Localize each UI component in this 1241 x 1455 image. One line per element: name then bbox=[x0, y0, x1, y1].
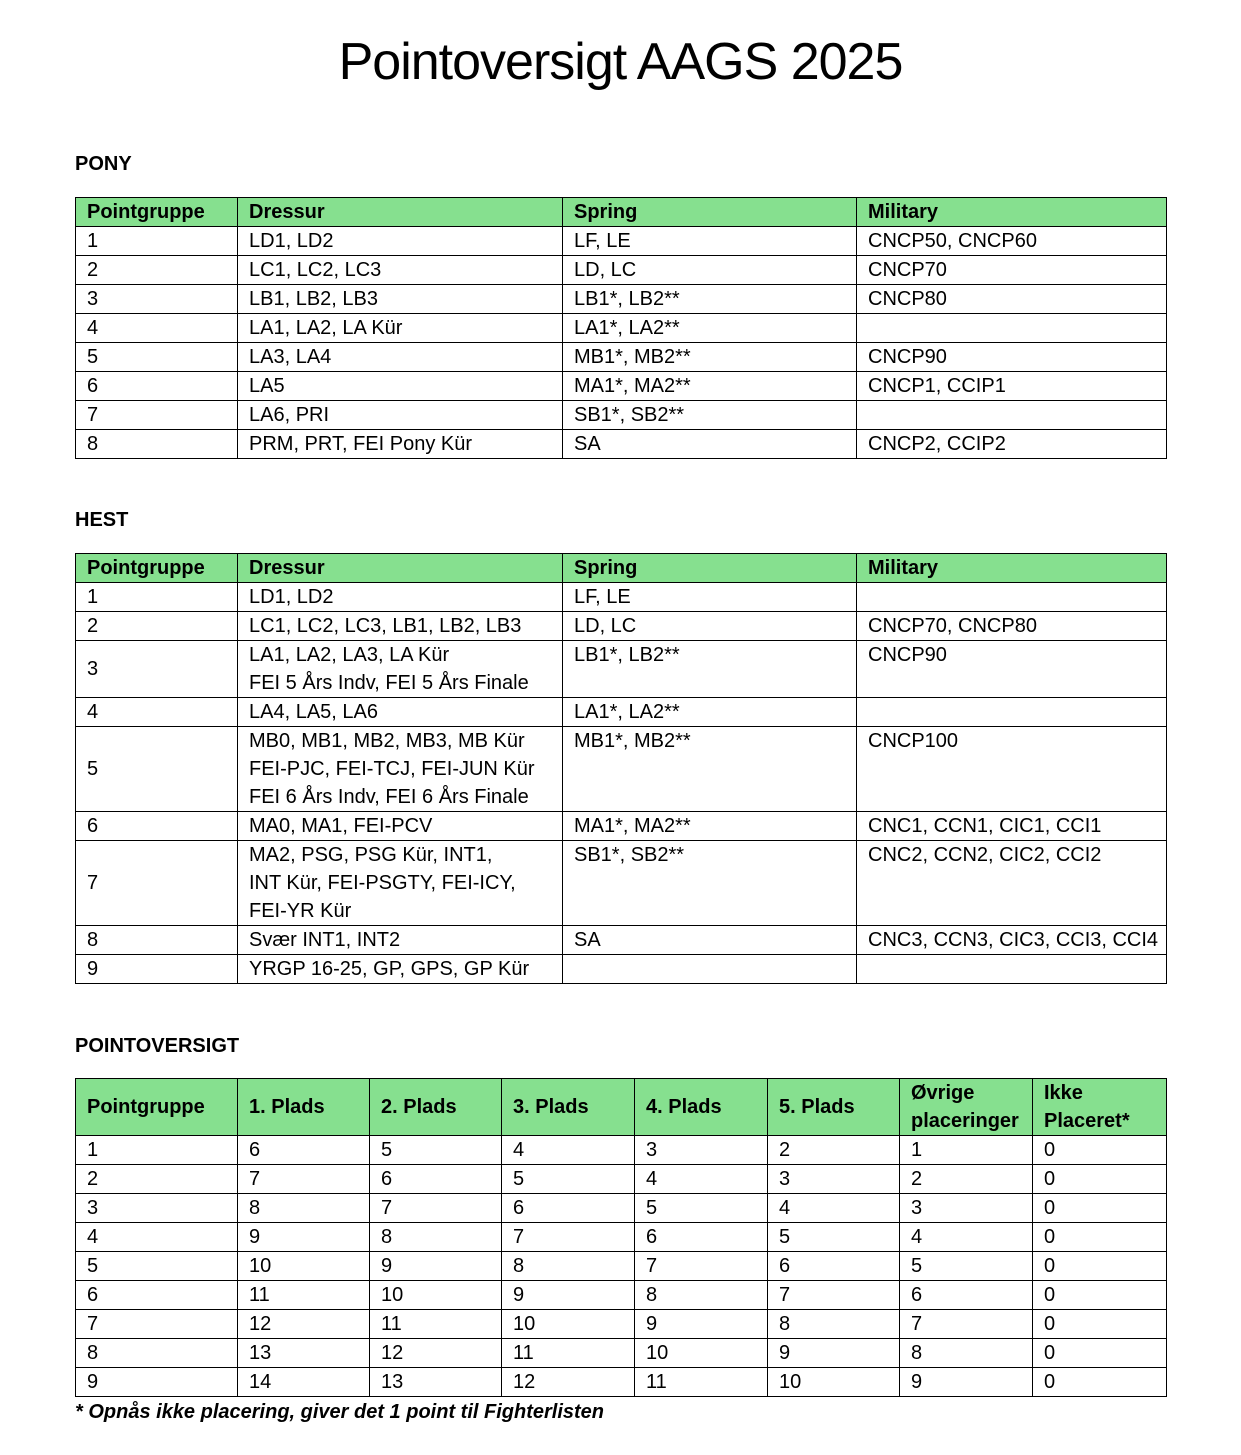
cell-3-plads: 8 bbox=[502, 1252, 635, 1281]
pony-table bbox=[75, 197, 1167, 459]
cell-ikke-placeret: 0 bbox=[1033, 1165, 1167, 1194]
header-line: Placeret* bbox=[1044, 1110, 1130, 1132]
hest-table bbox=[75, 553, 1167, 984]
dressur-line: FEI 5 Års Indv, FEI 5 Års Finale bbox=[249, 672, 529, 694]
hest-heading: HEST bbox=[75, 509, 129, 531]
cell-pointgruppe: 6 bbox=[76, 812, 238, 841]
cell-pointgruppe: 5 bbox=[76, 727, 238, 812]
cell-5-plads: 4 bbox=[768, 1194, 900, 1223]
cell-spring: SB1*, SB2** bbox=[563, 841, 857, 926]
cell-2-plads: 9 bbox=[370, 1252, 502, 1281]
cell-pointgruppe: 5 bbox=[76, 343, 238, 372]
header-5-plads: 5. Plads bbox=[768, 1079, 900, 1136]
dressur-line: LA4, LA5, LA6 bbox=[249, 701, 378, 723]
dressur-line: LC1, LC2, LC3, LB1, LB2, LB3 bbox=[249, 615, 522, 637]
cell-pointgruppe: 8 bbox=[76, 430, 238, 459]
cell-spring: LD, LC bbox=[563, 612, 857, 641]
cell-2-plads: 13 bbox=[370, 1368, 502, 1397]
header-line: placeringer bbox=[911, 1110, 1019, 1132]
cell-spring: LF, LE bbox=[563, 227, 857, 256]
cell-4-plads: 7 bbox=[635, 1252, 768, 1281]
cell-pointgruppe: 7 bbox=[76, 841, 238, 926]
table-row bbox=[76, 401, 1167, 430]
table-row bbox=[76, 430, 1167, 459]
cell-4-plads: 4 bbox=[635, 1165, 768, 1194]
cell-1-plads: 6 bbox=[238, 1136, 370, 1165]
header-pointgruppe: Pointgruppe bbox=[76, 1079, 238, 1136]
header-line: Ikke bbox=[1044, 1082, 1083, 1104]
table-row bbox=[76, 1165, 1167, 1194]
cell-ikke-placeret: 0 bbox=[1033, 1252, 1167, 1281]
cell-4-plads: 5 bbox=[635, 1194, 768, 1223]
cell-4-plads: 8 bbox=[635, 1281, 768, 1310]
cell-pointgruppe: 7 bbox=[76, 401, 238, 430]
dressur-line: MA0, MA1, FEI-PCV bbox=[249, 815, 433, 837]
cell-ovrige: 1 bbox=[900, 1136, 1033, 1165]
cell-military: CNCP100 bbox=[857, 727, 1167, 812]
cell-ikke-placeret: 0 bbox=[1033, 1310, 1167, 1339]
cell-5-plads: 10 bbox=[768, 1368, 900, 1397]
cell-dressur bbox=[238, 285, 563, 314]
cell-dressur bbox=[238, 314, 563, 343]
cell-2-plads: 8 bbox=[370, 1223, 502, 1252]
cell-5-plads: 8 bbox=[768, 1310, 900, 1339]
table-row bbox=[76, 1136, 1167, 1165]
cell-pointgruppe: 5 bbox=[76, 1252, 238, 1281]
table-row bbox=[76, 841, 1167, 926]
cell-5-plads: 3 bbox=[768, 1165, 900, 1194]
cell-1-plads: 9 bbox=[238, 1223, 370, 1252]
cell-military: CNCP90 bbox=[857, 343, 1167, 372]
header-1-plads: 1. Plads bbox=[238, 1079, 370, 1136]
header-pointgruppe: Pointgruppe bbox=[76, 554, 238, 583]
cell-dressur bbox=[238, 583, 563, 612]
cell-military: CNCP90 bbox=[857, 641, 1167, 698]
cell-pointgruppe: 3 bbox=[76, 641, 238, 698]
table-row bbox=[76, 1310, 1167, 1339]
footnote: * Opnås ikke placering, giver det 1 point til Fighterlisten bbox=[75, 1401, 605, 1423]
cell-5-plads: 7 bbox=[768, 1281, 900, 1310]
table-row bbox=[76, 285, 1167, 314]
dressur-line: LA6, PRI bbox=[249, 404, 330, 426]
header-4-plads: 4. Plads bbox=[635, 1079, 768, 1136]
cell-dressur bbox=[238, 343, 563, 372]
header-spring: Spring bbox=[563, 198, 857, 227]
points-header-row bbox=[76, 1079, 1167, 1136]
cell-5-plads: 2 bbox=[768, 1136, 900, 1165]
points-heading: POINTOVERSIGT bbox=[75, 1035, 240, 1057]
table-row bbox=[76, 1223, 1167, 1252]
dressur-line: LA3, LA4 bbox=[249, 346, 332, 368]
cell-pointgruppe: 3 bbox=[76, 285, 238, 314]
cell-pointgruppe: 8 bbox=[76, 1339, 238, 1368]
dressur-line: LA1, LA2, LA3, LA Kür bbox=[249, 644, 450, 666]
cell-1-plads: 14 bbox=[238, 1368, 370, 1397]
cell-5-plads: 9 bbox=[768, 1339, 900, 1368]
cell-military bbox=[857, 314, 1167, 343]
cell-pointgruppe: 4 bbox=[76, 1223, 238, 1252]
header-spring: Spring bbox=[563, 554, 857, 583]
table-row bbox=[76, 727, 1167, 812]
cell-pointgruppe: 4 bbox=[76, 698, 238, 727]
cell-1-plads: 12 bbox=[238, 1310, 370, 1339]
table-row bbox=[76, 1194, 1167, 1223]
cell-spring bbox=[563, 955, 857, 984]
cell-2-plads: 6 bbox=[370, 1165, 502, 1194]
cell-4-plads: 3 bbox=[635, 1136, 768, 1165]
cell-ikke-placeret: 0 bbox=[1033, 1194, 1167, 1223]
cell-spring: MB1*, MB2** bbox=[563, 343, 857, 372]
cell-2-plads: 5 bbox=[370, 1136, 502, 1165]
cell-ovrige: 4 bbox=[900, 1223, 1033, 1252]
cell-spring: LD, LC bbox=[563, 256, 857, 285]
cell-spring: SA bbox=[563, 926, 857, 955]
table-row bbox=[76, 1252, 1167, 1281]
cell-dressur bbox=[238, 698, 563, 727]
cell-spring: LA1*, LA2** bbox=[563, 314, 857, 343]
dressur-line: MA2, PSG, PSG Kür, INT1, bbox=[249, 844, 493, 866]
dressur-line: Svær INT1, INT2 bbox=[249, 929, 401, 951]
cell-ikke-placeret: 0 bbox=[1033, 1368, 1167, 1397]
cell-ovrige: 7 bbox=[900, 1310, 1033, 1339]
table-row bbox=[76, 698, 1167, 727]
cell-dressur bbox=[238, 401, 563, 430]
header-line: Øvrige bbox=[911, 1082, 975, 1104]
page-title: Pointoversigt AAGS 2025 bbox=[338, 33, 903, 91]
table-row bbox=[76, 641, 1167, 698]
cell-1-plads: 7 bbox=[238, 1165, 370, 1194]
dressur-line: LC1, LC2, LC3 bbox=[249, 259, 382, 281]
dressur-line: FEI-YR Kür bbox=[249, 900, 352, 922]
cell-pointgruppe: 4 bbox=[76, 314, 238, 343]
cell-3-plads: 4 bbox=[502, 1136, 635, 1165]
cell-ovrige: 2 bbox=[900, 1165, 1033, 1194]
cell-pointgruppe: 9 bbox=[76, 955, 238, 984]
cell-dressur bbox=[238, 256, 563, 285]
cell-spring: LA1*, LA2** bbox=[563, 698, 857, 727]
table-row bbox=[76, 926, 1167, 955]
cell-spring: SA bbox=[563, 430, 857, 459]
cell-pointgruppe: 2 bbox=[76, 612, 238, 641]
cell-spring: SB1*, SB2** bbox=[563, 401, 857, 430]
table-row bbox=[76, 372, 1167, 401]
cell-5-plads: 6 bbox=[768, 1252, 900, 1281]
table-row bbox=[76, 1339, 1167, 1368]
cell-dressur bbox=[238, 727, 563, 812]
cell-ovrige: 6 bbox=[900, 1281, 1033, 1310]
cell-ovrige: 9 bbox=[900, 1368, 1033, 1397]
header-dressur: Dressur bbox=[238, 554, 563, 583]
dressur-line: LA1, LA2, LA Kür bbox=[249, 317, 403, 339]
cell-dressur bbox=[238, 372, 563, 401]
header-military: Military bbox=[857, 554, 1167, 583]
dressur-line: FEI-PJC, FEI-TCJ, FEI-JUN Kür bbox=[249, 758, 535, 780]
table-row bbox=[76, 583, 1167, 612]
cell-ikke-placeret: 0 bbox=[1033, 1136, 1167, 1165]
cell-dressur bbox=[238, 227, 563, 256]
cell-spring: LB1*, LB2** bbox=[563, 641, 857, 698]
cell-military: CNC2, CCN2, CIC2, CCI2 bbox=[857, 841, 1167, 926]
cell-pointgruppe: 1 bbox=[76, 1136, 238, 1165]
dressur-line: LA5 bbox=[249, 375, 285, 397]
cell-pointgruppe: 2 bbox=[76, 256, 238, 285]
table-row bbox=[76, 612, 1167, 641]
cell-military bbox=[857, 583, 1167, 612]
cell-4-plads: 9 bbox=[635, 1310, 768, 1339]
cell-ikke-placeret: 0 bbox=[1033, 1281, 1167, 1310]
cell-pointgruppe: 1 bbox=[76, 583, 238, 612]
table-row bbox=[76, 955, 1167, 984]
pony-header-row bbox=[76, 198, 1167, 227]
header-ovrige-placeringer bbox=[900, 1079, 1033, 1136]
table-row bbox=[76, 343, 1167, 372]
cell-military bbox=[857, 955, 1167, 984]
cell-ovrige: 8 bbox=[900, 1339, 1033, 1368]
cell-military: CNCP1, CCIP1 bbox=[857, 372, 1167, 401]
cell-pointgruppe: 7 bbox=[76, 1310, 238, 1339]
cell-ikke-placeret: 0 bbox=[1033, 1339, 1167, 1368]
cell-4-plads: 6 bbox=[635, 1223, 768, 1252]
dressur-line: LD1, LD2 bbox=[249, 230, 334, 252]
cell-4-plads: 11 bbox=[635, 1368, 768, 1397]
cell-2-plads: 10 bbox=[370, 1281, 502, 1310]
table-row bbox=[76, 1368, 1167, 1397]
cell-pointgruppe: 9 bbox=[76, 1368, 238, 1397]
header-military: Military bbox=[857, 198, 1167, 227]
cell-military: CNCP2, CCIP2 bbox=[857, 430, 1167, 459]
cell-spring: LF, LE bbox=[563, 583, 857, 612]
hest-header-row bbox=[76, 554, 1167, 583]
header-ikke-placeret bbox=[1033, 1079, 1167, 1136]
cell-ovrige: 3 bbox=[900, 1194, 1033, 1223]
pony-heading: PONY bbox=[75, 153, 132, 175]
dressur-line: PRM, PRT, FEI Pony Kür bbox=[249, 433, 473, 455]
cell-military bbox=[857, 698, 1167, 727]
dressur-line: MB0, MB1, MB2, MB3, MB Kür bbox=[249, 730, 525, 752]
table-row bbox=[76, 256, 1167, 285]
dressur-line: INT Kür, FEI-PSGTY, FEI-ICY, bbox=[249, 872, 516, 894]
cell-2-plads: 12 bbox=[370, 1339, 502, 1368]
cell-military: CNCP50, CNCP60 bbox=[857, 227, 1167, 256]
cell-military: CNCP80 bbox=[857, 285, 1167, 314]
cell-pointgruppe: 8 bbox=[76, 926, 238, 955]
table-row bbox=[76, 1281, 1167, 1310]
header-pointgruppe: Pointgruppe bbox=[76, 198, 238, 227]
cell-dressur bbox=[238, 430, 563, 459]
cell-3-plads: 12 bbox=[502, 1368, 635, 1397]
cell-dressur bbox=[238, 641, 563, 698]
cell-dressur bbox=[238, 841, 563, 926]
cell-ikke-placeret: 0 bbox=[1033, 1223, 1167, 1252]
cell-military: CNC1, CCN1, CIC1, CCI1 bbox=[857, 812, 1167, 841]
cell-dressur bbox=[238, 955, 563, 984]
cell-military bbox=[857, 401, 1167, 430]
table-row bbox=[76, 812, 1167, 841]
cell-military: CNC3, CCN3, CIC3, CCI3, CCI4 bbox=[857, 926, 1167, 955]
cell-pointgruppe: 6 bbox=[76, 1281, 238, 1310]
table-row bbox=[76, 227, 1167, 256]
cell-3-plads: 6 bbox=[502, 1194, 635, 1223]
cell-spring: MA1*, MA2** bbox=[563, 812, 857, 841]
cell-spring: LB1*, LB2** bbox=[563, 285, 857, 314]
cell-1-plads: 11 bbox=[238, 1281, 370, 1310]
cell-3-plads: 10 bbox=[502, 1310, 635, 1339]
cell-pointgruppe: 6 bbox=[76, 372, 238, 401]
cell-spring: MB1*, MB2** bbox=[563, 727, 857, 812]
dressur-line: LB1, LB2, LB3 bbox=[249, 288, 378, 310]
cell-1-plads: 8 bbox=[238, 1194, 370, 1223]
header-dressur: Dressur bbox=[238, 198, 563, 227]
cell-4-plads: 10 bbox=[635, 1339, 768, 1368]
cell-ovrige: 5 bbox=[900, 1252, 1033, 1281]
cell-pointgruppe: 3 bbox=[76, 1194, 238, 1223]
dressur-line: FEI 6 Års Indv, FEI 6 Års Finale bbox=[249, 786, 529, 808]
cell-2-plads: 7 bbox=[370, 1194, 502, 1223]
cell-5-plads: 5 bbox=[768, 1223, 900, 1252]
cell-military: CNCP70, CNCP80 bbox=[857, 612, 1167, 641]
cell-3-plads: 9 bbox=[502, 1281, 635, 1310]
dressur-line: YRGP 16-25, GP, GPS, GP Kür bbox=[249, 958, 530, 980]
points-table bbox=[75, 1078, 1167, 1397]
cell-3-plads: 7 bbox=[502, 1223, 635, 1252]
cell-pointgruppe: 2 bbox=[76, 1165, 238, 1194]
cell-dressur bbox=[238, 812, 563, 841]
header-3-plads: 3. Plads bbox=[502, 1079, 635, 1136]
cell-2-plads: 11 bbox=[370, 1310, 502, 1339]
cell-3-plads: 5 bbox=[502, 1165, 635, 1194]
cell-military: CNCP70 bbox=[857, 256, 1167, 285]
cell-spring: MA1*, MA2** bbox=[563, 372, 857, 401]
cell-dressur bbox=[238, 926, 563, 955]
cell-1-plads: 13 bbox=[238, 1339, 370, 1368]
cell-3-plads: 11 bbox=[502, 1339, 635, 1368]
header-2-plads: 2. Plads bbox=[370, 1079, 502, 1136]
table-row bbox=[76, 314, 1167, 343]
cell-pointgruppe: 1 bbox=[76, 227, 238, 256]
cell-dressur bbox=[238, 612, 563, 641]
dressur-line: LD1, LD2 bbox=[249, 586, 334, 608]
cell-1-plads: 10 bbox=[238, 1252, 370, 1281]
